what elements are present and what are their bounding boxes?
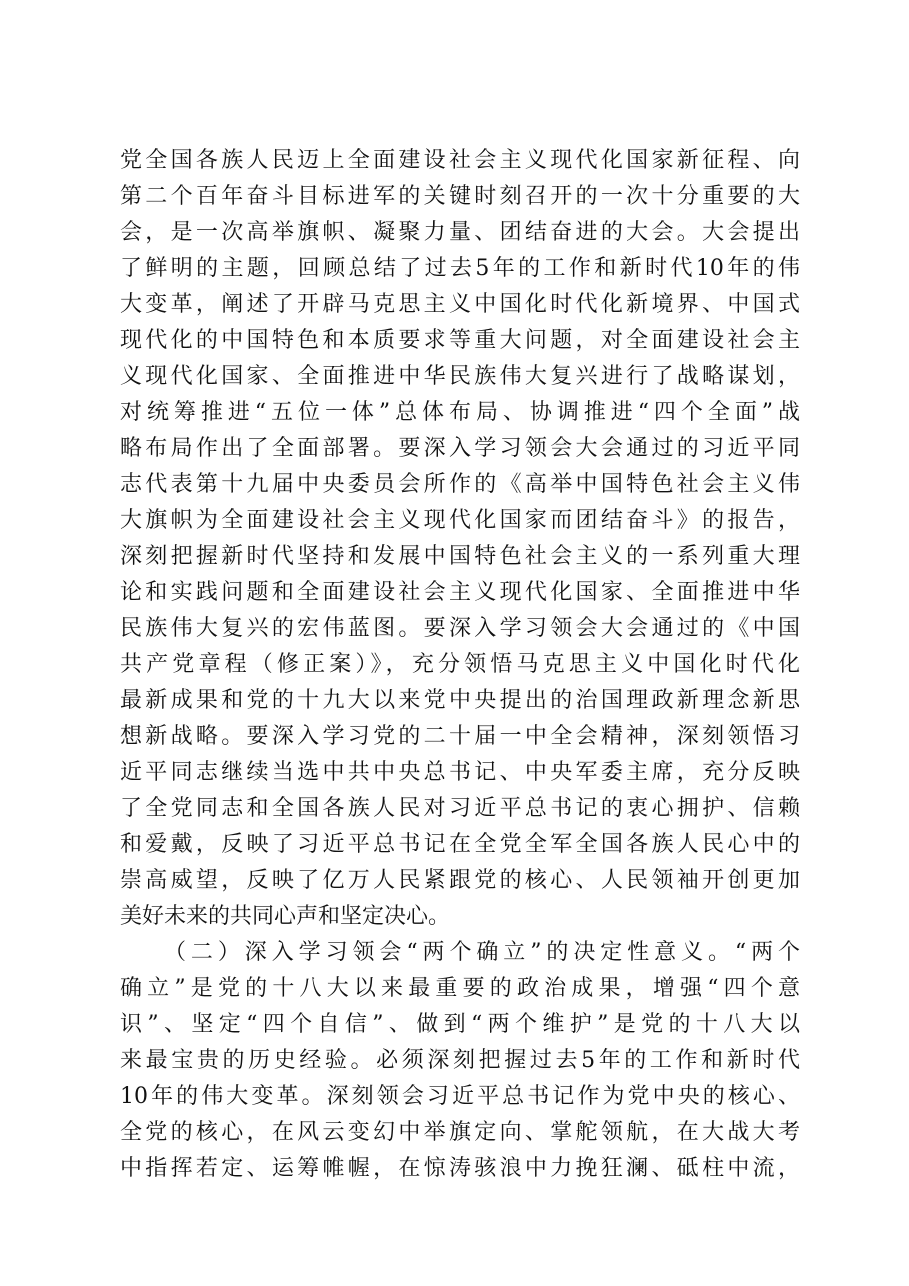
- text-line: 崇高威望，反映了亿万人民紧跟党的核心、人民领袖开创更加: [120, 868, 800, 893]
- text-line: 来最宝贵的历史经验。必须深刻把握过去5年的工作和新时代: [120, 1048, 800, 1073]
- text-line: 想新战略。要深入学习党的二十届一中全会精神，深刻领悟习: [120, 724, 800, 749]
- text-line: 近平同志继续当选中共中央总书记、中央军委主席，充分反映: [120, 760, 800, 785]
- text-line: 略布局作出了全面部署。要深入学习领会大会通过的习近平同: [120, 436, 800, 461]
- text-line: 美好未来的共同心声和坚定决心。: [120, 904, 451, 929]
- text-line: 义现代化国家、全面推进中华民族伟大复兴进行了战略谋划，: [120, 364, 800, 389]
- text-line: 最新成果和党的十九大以来党中央提出的治国理政新理念新思: [120, 688, 800, 713]
- text-line: 党全国各族人民迈上全面建设社会主义现代化国家新征程、向: [120, 148, 800, 173]
- text-line: 中指挥若定、运筹帷幄，在惊涛骇浪中力挽狂澜、砥柱中流，: [120, 1156, 800, 1181]
- text-line: 共产党章程（修正案）》，充分领悟马克思主义中国化时代化: [120, 652, 800, 677]
- text-line: 对统筹推进“五位一体”总体布局、协调推进“四个全面”战: [120, 400, 800, 425]
- text-line: 志代表第十九届中央委员会所作的《高举中国特色社会主义伟: [120, 472, 800, 497]
- text-line: 10年的伟大变革。深刻领会习近平总书记作为党中央的核心、: [120, 1084, 800, 1109]
- text-line: 大旗帜为全面建设社会主义现代化国家而团结奋斗》的报告，: [120, 508, 800, 533]
- text-line: 全党的核心，在风云变幻中举旗定向、掌舵领航，在大战大考: [120, 1120, 800, 1145]
- text-line: 确立”是党的十八大以来最重要的政治成果，增强“四个意: [120, 976, 800, 1001]
- text-line: 民族伟大复兴的宏伟蓝图。要深入学习领会大会通过的《中国: [120, 616, 800, 641]
- text-line: 了全党同志和全国各族人民对习近平总书记的衷心拥护、信赖: [120, 796, 800, 821]
- document-body: [120, 143, 800, 1187]
- text-line: 和爱戴，反映了习近平总书记在全党全军全国各族人民心中的: [120, 832, 800, 857]
- text-line: 识”、坚定“四个自信”、做到“两个维护”是党的十八大以: [120, 1012, 800, 1037]
- section-heading-line: （二）深入学习领会“两个确立”的决定性意义。“两个: [164, 940, 800, 965]
- text-line: 会，是一次高举旗帜、凝聚力量、团结奋进的大会。大会提出: [120, 220, 800, 245]
- text-line: 论和实践问题和全面建设社会主义现代化国家、全面推进中华: [120, 580, 800, 605]
- text-line: 第二个百年奋斗目标进军的关键时刻召开的一次十分重要的大: [120, 184, 800, 209]
- text-line: 现代化的中国特色和本质要求等重大问题，对全面建设社会主: [120, 328, 800, 353]
- text-line: 深刻把握新时代坚持和发展中国特色社会主义的一系列重大理: [120, 544, 800, 569]
- text-line: 了鲜明的主题，回顾总结了过去5年的工作和新时代10年的伟: [120, 256, 800, 281]
- text-line: 大变革，阐述了开辟马克思主义中国化时代化新境界、中国式: [120, 292, 800, 317]
